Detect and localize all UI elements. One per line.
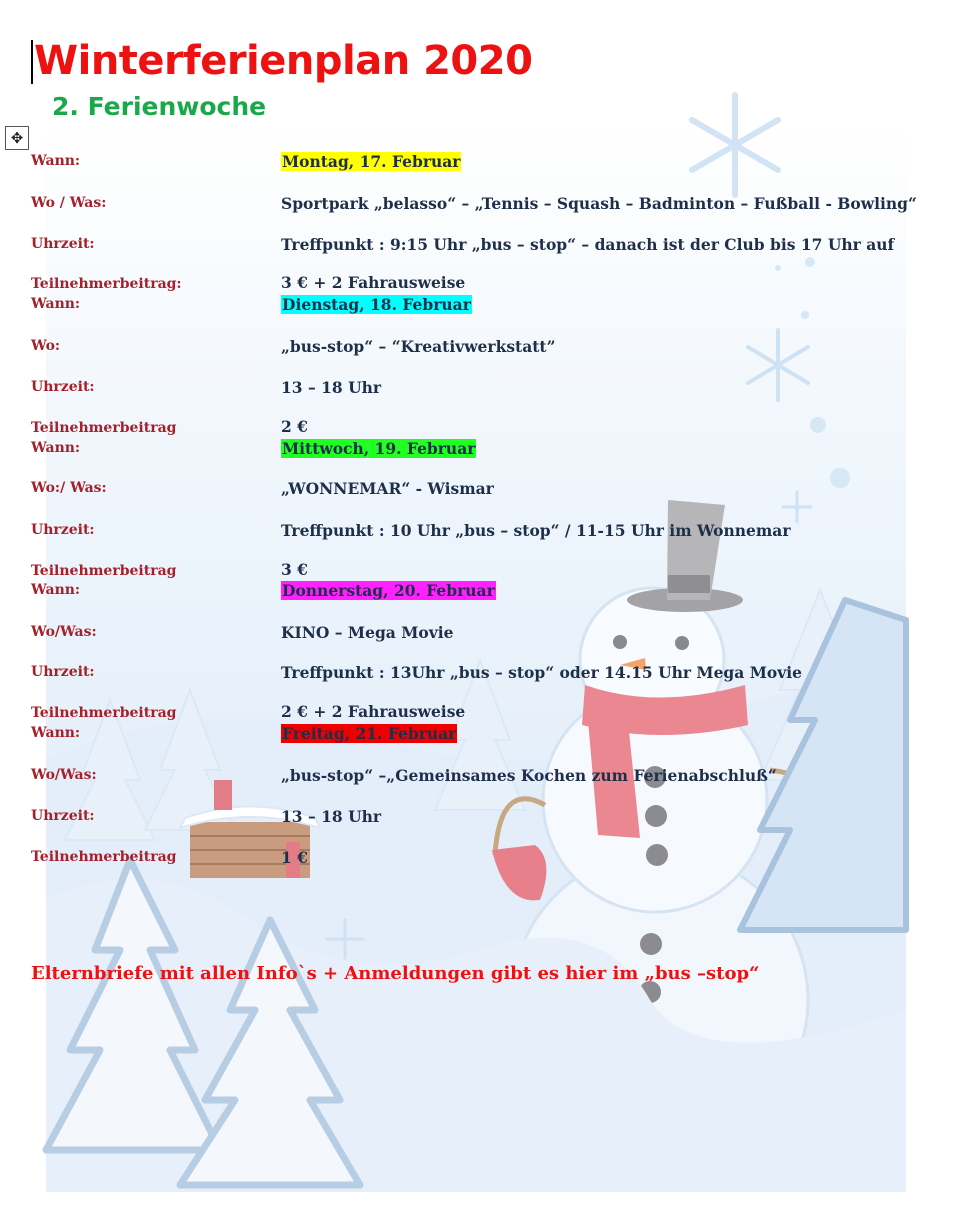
move-icon: ✥	[10, 129, 24, 147]
day-place[interactable]: „bus-stop“ –„Gemeinsames Kochen zum Ferienabschluß“	[281, 766, 777, 785]
day-place[interactable]: Sportpark „belasso“ – „Tennis – Squash – Badminton – Fußball - Bowling“	[281, 194, 917, 213]
label-uhrzeit: Uhrzeit:	[31, 808, 95, 824]
label-wo-was: Wo:/ Was:	[31, 480, 107, 496]
day-date[interactable]	[281, 438, 476, 459]
date-highlight: Mittwoch, 19. Februar	[282, 439, 476, 458]
label-wann: Wann:	[31, 153, 81, 169]
label-wann: Wann:	[31, 582, 81, 598]
day-place[interactable]: „bus-stop“ – “Kreativwerkstatt”	[281, 337, 556, 356]
label-uhrzeit: Uhrzeit:	[31, 379, 95, 395]
label-wo-was: Wo/Was:	[31, 767, 97, 783]
date-highlight: Donnerstag, 20. Februar	[282, 581, 495, 600]
day-fee[interactable]: 3 € + 2 Fahrausweise	[281, 273, 466, 292]
label-teilnehmerbeitrag: Teilnehmerbeitrag	[31, 563, 177, 579]
label-uhrzeit: Uhrzeit:	[31, 522, 95, 538]
day-time[interactable]: Treffpunkt : 13Uhr „bus – stop“ oder 14.15 Uhr Mega Movie	[281, 663, 802, 682]
day-date[interactable]	[281, 151, 461, 172]
table-move-handle[interactable]	[5, 126, 29, 150]
label-wann: Wann:	[31, 440, 81, 456]
day-fee[interactable]: 2 € + 2 Fahrausweise	[281, 702, 466, 721]
label-teilnehmerbeitrag: Teilnehmerbeitrag	[31, 849, 177, 865]
label-wo-was: Wo/Was:	[31, 624, 97, 640]
day-date[interactable]	[281, 294, 472, 315]
label-teilnehmerbeitrag: Teilnehmerbeitrag	[31, 705, 177, 721]
label-wann: Wann:	[31, 725, 81, 741]
day-time[interactable]: Treffpunkt : 10 Uhr „bus – stop“ / 11-15 Uhr im Wonnemar	[281, 521, 791, 540]
day-place[interactable]: KINO – Mega Movie	[281, 623, 454, 642]
date-highlight: Dienstag, 18. Februar	[282, 295, 471, 314]
parent-letter-note[interactable]: Elternbriefe mit allen Info`s + Anmeldungen gibt es hier im „bus –stop“	[31, 963, 760, 984]
day-date[interactable]	[281, 580, 496, 601]
document-subtitle[interactable]: 2. Ferienwoche	[52, 92, 267, 121]
date-highlight: Montag, 17. Februar	[282, 152, 461, 171]
day-fee[interactable]: 1 €	[281, 848, 308, 867]
day-time[interactable]: 13 – 18 Uhr	[281, 378, 382, 397]
day-place[interactable]: „WONNEMAR“ - Wismar	[281, 479, 494, 498]
label-teilnehmerbeitrag: Teilnehmerbeitrag	[31, 420, 177, 436]
label-uhrzeit: Uhrzeit:	[31, 664, 95, 680]
document-title[interactable]: Winterferienplan 2020	[34, 38, 533, 84]
text-cursor	[31, 40, 33, 84]
day-fee[interactable]: 3 €	[281, 560, 308, 579]
label-uhrzeit: Uhrzeit:	[31, 236, 95, 252]
day-date[interactable]	[281, 723, 457, 744]
day-fee[interactable]: 2 €	[281, 417, 308, 436]
label-teilnehmerbeitrag: Teilnehmerbeitrag:	[31, 276, 182, 292]
date-highlight: Freitag, 21. Februar	[282, 724, 457, 743]
label-wo-was: Wo / Was:	[31, 195, 107, 211]
day-time[interactable]: 13 – 18 Uhr	[281, 807, 382, 826]
day-time[interactable]: Treffpunkt : 9:15 Uhr „bus – stop“ – danach ist der Club bis 17 Uhr auf	[281, 235, 895, 254]
label-wo: Wo:	[31, 338, 61, 354]
label-wann: Wann:	[31, 296, 81, 312]
